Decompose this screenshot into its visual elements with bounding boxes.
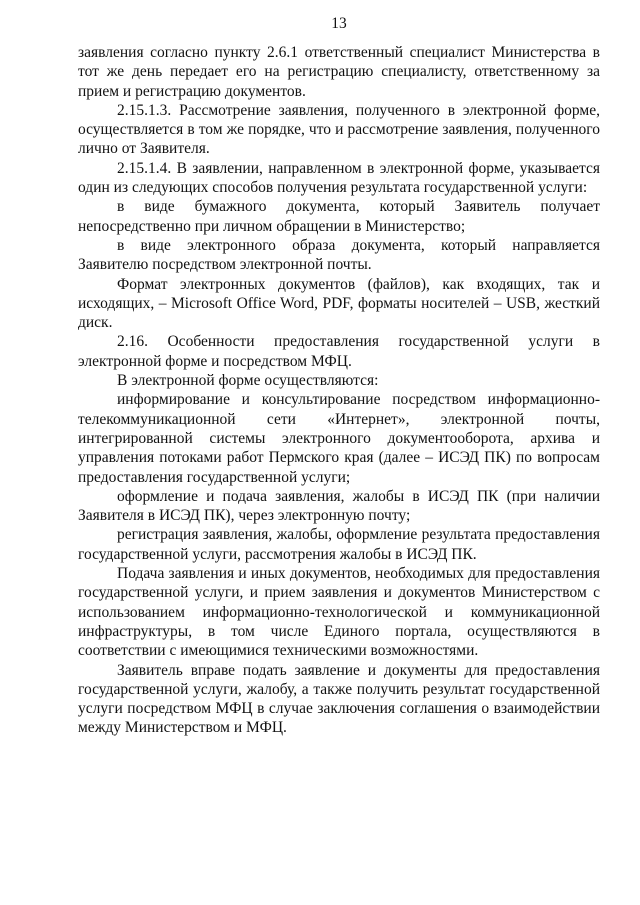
- paragraph-continuation: заявления согласно пункту 2.6.1 ответственный специалист Министерства в тот же день передает его на регистрацию специалисту, ответственному за прием и регистрацию документов.: [78, 44, 600, 100]
- paragraph-mfc-right: Заявитель вправе подать заявление и документы для предоставления государственной услуги, жалобу, а также получить результат государственной услуги посредством МФЦ в случае заключения соглашения о взаимодействии между Министерством и МФЦ.: [78, 661, 600, 737]
- paragraph-2-16: 2.16. Особенности предоставления государственной услуги в электронной форме и посредством МФЦ.: [78, 333, 600, 370]
- paragraph-submission: оформление и подача заявления, жалобы в ИСЭД ПК (при наличии Заявителя в ИСЭД ПК), через электронную почту;: [78, 487, 600, 525]
- paragraph-2-15-1-4: 2.15.1.4. В заявлении, направленном в электронной форме, указывается один из следующих способов получения результата государственной услуги:: [78, 159, 600, 197]
- document-body: [78, 43, 600, 738]
- paragraph-electronic-form-intro: В электронной форме осуществляются:: [117, 372, 379, 390]
- paragraph-informing: информирование и консультирование посредством информационно-телекоммуникационной сети «Интернет», электронной почты, интегрированной системы электронного документооборота, архива и управления потоками работ Пермского края (далее – ИСЭД ПК) по вопросам предоставления государственной услуги;: [78, 391, 600, 486]
- paragraph-2-15-1-3: 2.15.1.3. Рассмотрение заявления, полученного в электронной форме, осуществляется в том же порядке, что и рассмотрение заявления, полученного лично от Заявителя.: [78, 101, 600, 158]
- paragraph-registration: регистрация заявления, жалобы, оформление результата предоставления государственной услуги, рассмотрения жалобы в ИСЭД ПК.: [78, 526, 600, 563]
- paragraph-file-formats: Формат электронных документов (файлов), как входящих, так и исходящих, – Microsoft Office Word, PDF, форматы носителей – USB, жесткий диск.: [78, 275, 600, 332]
- paragraph-electronic-option: в виде электронного образа документа, который направляется Заявителю посредством электронной почты.: [78, 236, 600, 274]
- paragraph-document-filing: Подача заявления и иных документов, необходимых для предоставления государственной услуги, и прием заявления и документов Министерством с использованием информационно-технологической и коммуникационной инфраструктуры, в том числе Единого портала, осуществляются в соответствии с имеющимися техническими возможностями.: [78, 565, 600, 660]
- paragraph-paper-option: в виде бумажного документа, который Заявитель получает непосредственно при личном обращении в Министерство;: [78, 198, 600, 235]
- page-number: 13: [331, 15, 347, 32]
